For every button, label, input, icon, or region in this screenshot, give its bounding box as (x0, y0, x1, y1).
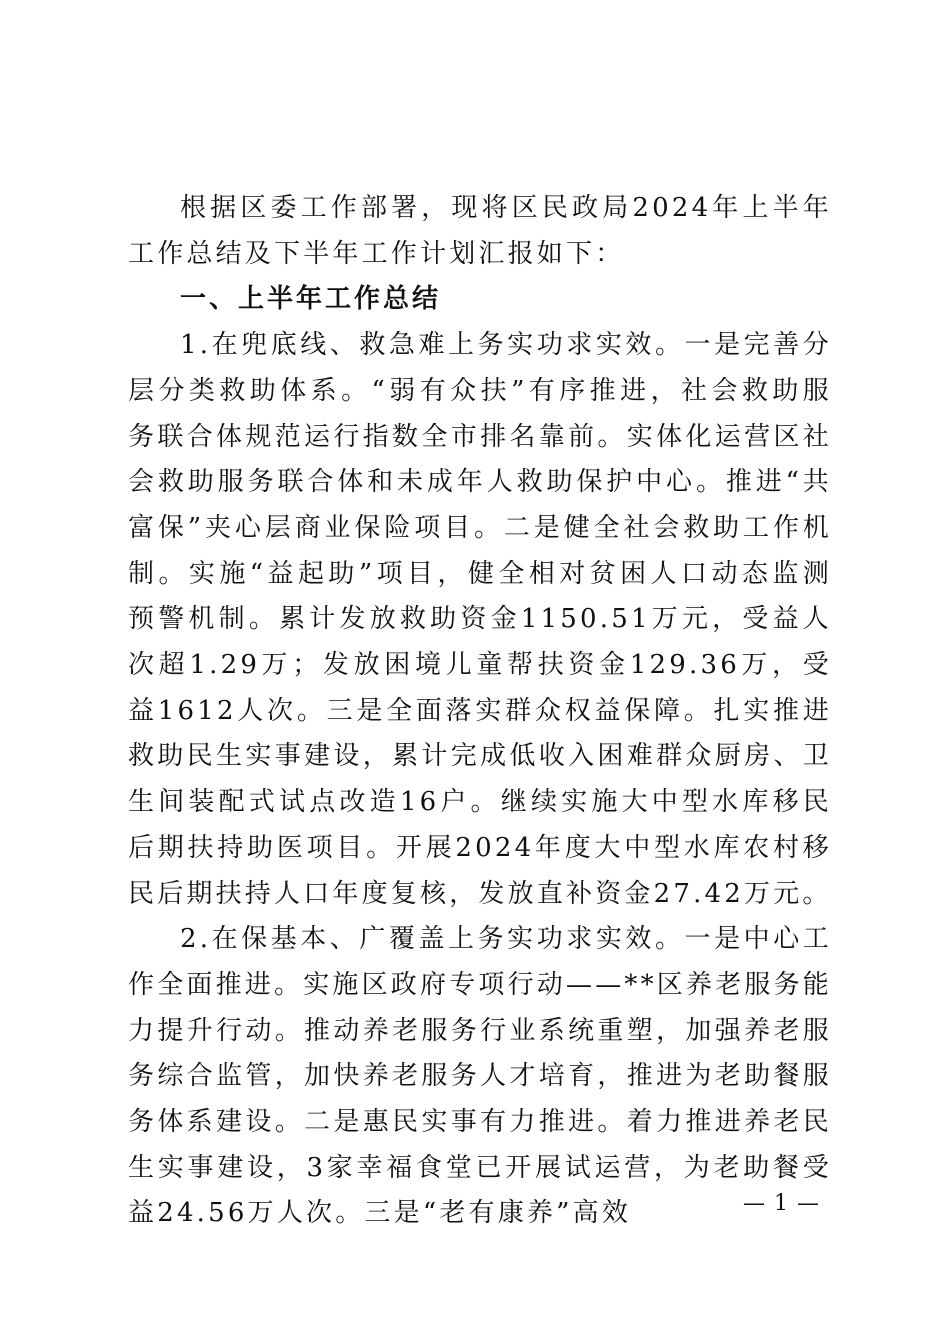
document-body (128, 186, 832, 1237)
section-heading: 一、上半年工作总结 (180, 284, 442, 315)
intro-paragraph: 根据区委工作部署，现将区民政局2024年上半年工作总结及下半年工作计划汇报如下： (128, 193, 832, 269)
paragraph-item-1: 1.在兜底线、救急难上务实功求实效。一是完善分层分类救助体系。“弱有众扶”有序推进，社会救助服务联合体规范运行指数全市排名靠前。实体化运营区社会救助服务联合体和未成年人救助保护中心。推进“共富保”夹心层商业保险项目。二是健全社会救助工作机制。实施“益起助”项目，健全相对贫困人口动态监测预警机制。累计发放救助资金1150.51万元，受益人次超1.29万；发放困境儿童帮扶资金129.36万，受益1612人次。三是全面落实群众权益保障。扎实推进救助民生实事建设，累计完成低收入困难群众厨房、卫生间装配式试点改造16户。继续实施大中型水库移民后期扶持助医项目。开展2024年度大中型水库农村移民后期扶持人口年度复核，发放直补资金27.42万元。 (128, 330, 832, 909)
paragraph-item-2: 2.在保基本、广覆盖上务实功求实效。一是中心工作全面推进。实施区政府专项行动——**区养老服务能力提升行动。推动养老服务行业系统重塑，加强养老服务综合监管，加快养老服务人才培育，推进为老助餐服务体系建设。二是惠民实事有力推进。着力推进养老民生实事建设，3家幸福食堂已开展试运营，为老助餐受益24.56万人次。三是“老有康养”高效 (128, 924, 833, 1229)
page-number: — 1 — (743, 1191, 820, 1216)
